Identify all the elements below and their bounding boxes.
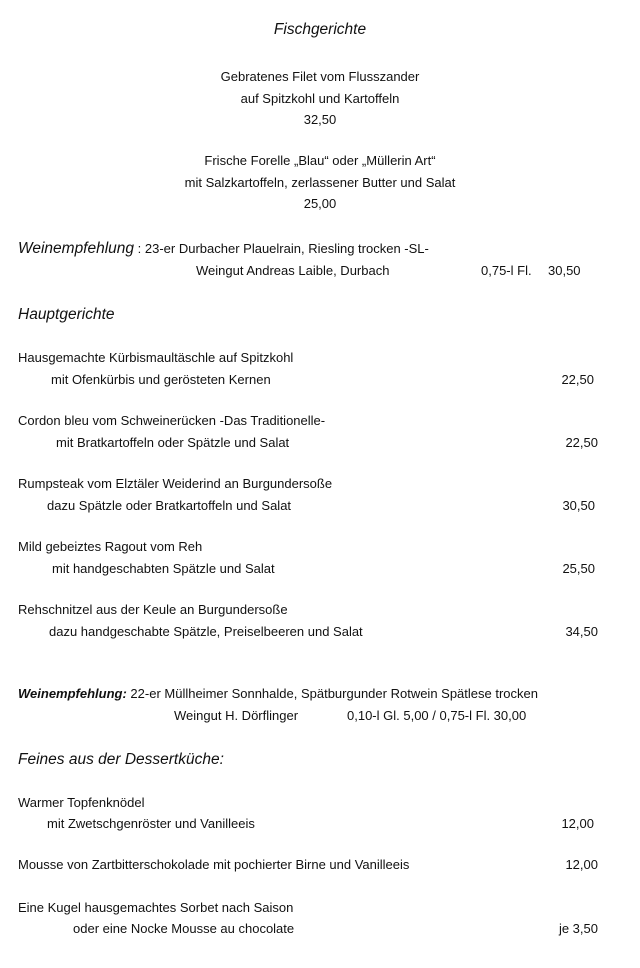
wine-label: Weinempfehlung <box>18 240 135 257</box>
dish-line: Mousse von Zartbitterschokolade mit pochierter Birne und Vanilleeis <box>18 857 410 872</box>
section-heading-dessert: Feines aus der Dessertküche: <box>18 751 224 768</box>
dish-price: 12,00 <box>565 857 598 872</box>
dish-line: oder eine Nocke Mousse au chocolate <box>73 921 295 936</box>
wine-label: Weinempfehlung: <box>18 686 127 701</box>
section-heading-haupt: Hauptgerichte <box>18 306 115 323</box>
dish-line: mit Ofenkürbis und gerösteten Kernen <box>51 372 271 387</box>
dish-line: Cordon bleu vom Schweinerücken -Das Traditionelle- <box>18 413 326 428</box>
wine-text: 22-er Müllheimer Sonnhalde, Spätburgunder Rotwein Spätlese trocken <box>126 686 538 701</box>
wine-recommendation-1 <box>18 239 429 259</box>
dish-line: mit Zwetschgenröster und Vanilleeis <box>47 816 255 831</box>
dish-price: je 3,50 <box>558 921 598 936</box>
dish-price: 25,00 <box>303 196 337 211</box>
dish-price: 12,00 <box>561 816 594 831</box>
dish-line: Mild gebeiztes Ragout vom Reh <box>18 539 203 554</box>
dish-line: Eine Kugel hausgemachtes Sorbet nach Saison <box>18 900 294 915</box>
dish-line: Warmer Topfenknödel <box>18 795 145 810</box>
dish-line: Hausgemachte Kürbismaultäschle auf Spitzkohl <box>18 350 294 365</box>
dish-price: 25,50 <box>562 561 595 576</box>
dish-line: Frische Forelle „Blau“ oder „Müllerin Art“ <box>204 153 436 168</box>
dish-line: Rumpsteak vom Elztäler Weiderind an Burgundersoße <box>18 476 333 491</box>
dish-price: 32,50 <box>303 112 337 127</box>
dish-line: Gebratenes Filet vom Flusszander <box>220 69 420 84</box>
wine-prices: 0,10-l Gl. 5,00 / 0,75-l Fl. 30,00 <box>347 708 527 723</box>
dish-line: dazu handgeschabte Spätzle, Preiselbeeren und Salat <box>49 624 363 639</box>
wine-text: : 23-er Durbacher Plauelrain, Riesling trocken -SL- <box>134 241 429 256</box>
dish-line: mit Bratkartoffeln oder Spätzle und Salat <box>56 435 290 450</box>
dish-line: auf Spitzkohl und Kartoffeln <box>240 91 400 106</box>
wine-producer: Weingut H. Dörflinger <box>174 708 299 723</box>
wine-price: 30,50 <box>548 263 581 278</box>
dish-line: mit handgeschabten Spätzle und Salat <box>52 561 275 576</box>
dish-line: dazu Spätzle oder Bratkartoffeln und Salat <box>47 498 292 513</box>
dish-price: 22,50 <box>565 435 598 450</box>
dish-line: mit Salzkartoffeln, zerlassener Butter und Salat <box>184 175 456 190</box>
dish-line: Rehschnitzel aus der Keule an Burgundersoße <box>18 602 288 617</box>
dish-price: 34,50 <box>565 624 598 639</box>
wine-producer: Weingut Andreas Laible, Durbach <box>196 263 390 278</box>
dish-price: 30,50 <box>562 498 595 513</box>
section-heading-fisch: Fischgerichte <box>273 21 367 38</box>
wine-size: 0,75-l Fl. <box>481 263 532 278</box>
wine-recommendation-2 <box>18 686 538 702</box>
dish-price: 22,50 <box>561 372 594 387</box>
